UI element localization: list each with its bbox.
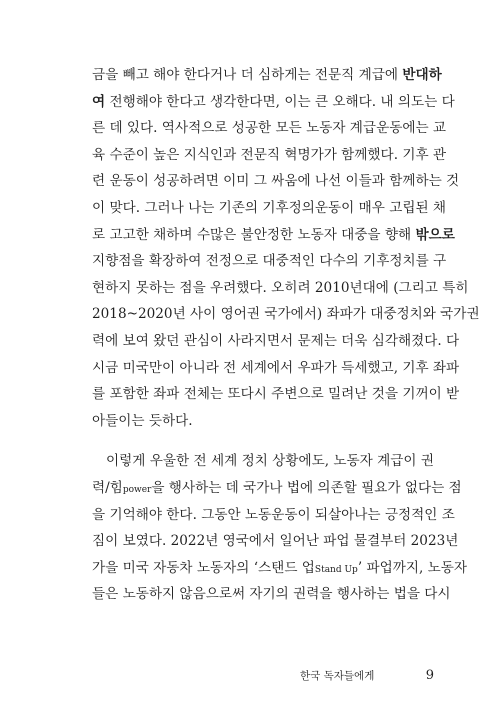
text-line [92, 248, 447, 275]
text-line [92, 222, 455, 249]
text-run: 2018~2020년 사이 영어권 국가에서) 좌파가 대중정치와 국가권 [92, 306, 480, 323]
text-run: 시금 미국만이 아니라 전 세계에서 우파가 득세했고, 기후 좌파 [92, 359, 460, 376]
text-run: 력에 보여 왔던 관심이 사라지면서 문제는 더욱 심각해졌다. 다 [92, 332, 460, 349]
text-run: 전행해야 한다고 생각한다면, 이는 큰 오해다. 내 의도는 다 [105, 93, 455, 110]
text-line [92, 528, 459, 555]
text-run: 짐이 보였다. 2022년 영국에서 일어난 파업 물결부터 2023년 [92, 533, 459, 550]
running-title: 한국 독자들에게 [300, 670, 375, 682]
text-run: 육 수준이 높은 지식인과 전문직 혁명가가 함께했다. 기후 관 [92, 146, 447, 163]
bold-text-run: 여 [92, 93, 106, 110]
text-run: 를 포함한 좌파 전체는 또다시 주변으로 밀려난 것을 기꺼이 받 [92, 386, 460, 403]
text-run: 들은 노동하지 않음으로써 자기의 권력을 행사하는 법을 다시 [92, 586, 451, 603]
bold-text-run: 반대하 [402, 67, 442, 83]
text-run: 지향점을 확장하여 전정으로 대중적인 다수의 기후정치를 구 [92, 253, 447, 270]
page-number: 9 [425, 668, 434, 683]
text-line [92, 555, 468, 582]
text-line [92, 89, 455, 116]
text-run: 아들이는 듯하다. [92, 412, 193, 429]
text-run: 이렇게 우울한 전 세계 정치 상황에도, 노동자 계급이 권 [106, 453, 434, 470]
text-line [92, 195, 447, 222]
text-line [92, 581, 451, 608]
bold-text-run: 밖으로 [415, 226, 455, 243]
text-line [92, 275, 469, 302]
text-run: 이 맞다. 그러나 나는 기존의 기후정의운동이 매우 고립된 채 [92, 199, 447, 216]
paragraph-gap [92, 434, 434, 448]
text-line [92, 142, 447, 169]
english-gloss: Stand Up [314, 564, 358, 575]
text-run: 을 행사하는 데 국가나 법에 의존할 필요가 없다는 점 [151, 479, 462, 496]
text-line [92, 301, 480, 328]
english-gloss: power [122, 484, 152, 495]
body-text [92, 62, 480, 608]
text-run: 로 고고한 채하며 수많은 불안정한 노동자 대중을 향해 [92, 226, 416, 243]
text-run: 른 데 있다. 역사적으로 성공한 모든 노동자 계급운동에는 교 [92, 120, 447, 137]
text-line [92, 328, 460, 355]
text-line [92, 62, 442, 89]
text-line [92, 168, 460, 195]
text-run: ’ 파업까지, 노동자 [357, 559, 468, 576]
text-line [92, 115, 447, 142]
text-run: 력/힘 [92, 479, 123, 496]
text-line [92, 475, 462, 502]
page-footer [300, 666, 434, 686]
text-run: 을 기억해야 한다. 그동안 노동운동이 되살아나는 긍정적인 조 [92, 506, 455, 523]
text-line [92, 502, 455, 529]
text-run: 현하지 못하는 점을 우려했다. 오히려 2010년대에 (그리고 특히 [92, 279, 469, 296]
text-line [92, 448, 434, 475]
text-line [92, 355, 460, 382]
text-run: 련 운동이 성공하려면 이미 그 싸움에 나선 이들과 함께하는 것 [92, 173, 460, 190]
text-run: 금을 빼고 해야 한다거나 더 심하게는 전문직 계급에 [92, 67, 403, 83]
text-line [92, 408, 434, 435]
text-run: 가을 미국 자동차 노동자의 ‘스탠드 업 [92, 559, 315, 576]
text-line [92, 381, 460, 408]
